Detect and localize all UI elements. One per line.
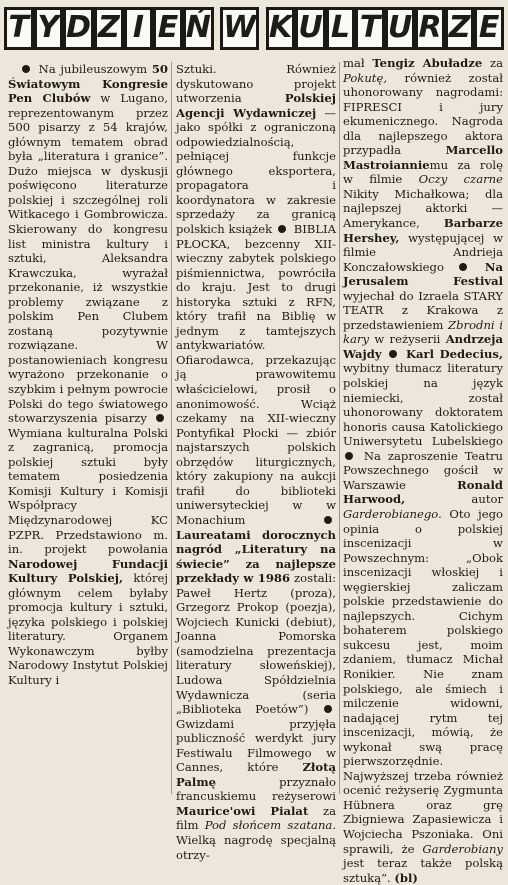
heading-letter-tile: W: [220, 7, 259, 50]
body-text: jest teraz także polską sztuką”.: [343, 856, 503, 885]
heading-letter-tile: T: [4, 7, 34, 50]
italic-text: Zbrodni i kary: [343, 317, 503, 347]
body-text: za film: [176, 803, 336, 833]
bullet-icon: [345, 452, 353, 460]
body-text: Nikity Michałkowa; dla najlepszej aktorki — Amerykance,: [343, 186, 503, 231]
heading-letter-tile: K: [266, 7, 296, 50]
heading-letter-tile: R: [415, 7, 445, 50]
bold-text: Laureatami dorocznych nagród „Literatury na świecie” za najlepsze przekłady w 1986: [176, 527, 336, 586]
heading-letter-tile: I: [124, 7, 154, 50]
article-column-3: [343, 56, 503, 885]
heading-letter-tile: Y: [34, 7, 64, 50]
italic-text: Pod słońcem szatana.: [204, 818, 337, 833]
body-text: autor: [405, 492, 503, 507]
heading-letter-tile: E: [474, 7, 504, 50]
body-text: [471, 260, 484, 274]
italic-text: Oczy czarne: [418, 172, 503, 187]
bold-text: (bl): [394, 870, 418, 885]
body-text: Na zaproszenie Teatru Powszechnego gościł w Warszawie: [343, 448, 503, 492]
body-text: Gwizdami przyjęła publiczność werdykt jury Festiwalu Filmowego w Cannes, które: [176, 716, 336, 775]
bold-text: Złotą Palmę: [176, 760, 336, 789]
body-text: której głównym celem byłaby promocja kultury i sztuki, języka polskiego i polskiej literatury. Organem Wykonawczym byłby Narodowy Instytut Polskiej Kultury i: [8, 571, 168, 687]
heading-letter-tile: Z: [445, 7, 475, 50]
body-text: — jako spółki z ograniczoną odpowiedzialnością, pełniącej funkcje głównego eksportera, propagatora i koordynatora w zakresie sprzedaży za granicą polskich książek: [176, 105, 336, 237]
body-text: Oto jego opinia o polskiej inscenizacji w Powszechnym: „Obok inscenizacji włoskiej i węgierskiej zaliczam polskie przedstawienie do najlepszych. Cichym bohaterem polskiego sukcesu jest, moim zdaniem, tłumacz Michał Ronikier. Nie znam polskiego, ale śmiech i milczenie widowni, nadającej rytm tej inscenizacji, mówią, że wykonał swą pracę pierwszorzędnie. Najwyższej trzeba również ocenić reżyserię Zygmunta Hübnera oraz grę Zbigniewa Zapasiewicza i Wojciecha Pszoniaka. Oni sprawili, że: [343, 506, 503, 856]
heading-letter-tile: L: [326, 7, 356, 50]
body-text: Wielką nagrodę specjalną otrzy-: [176, 832, 336, 862]
body-text: zostali: Paweł Hertz (proza), Grzegorz Prokop (poezja), Wojciech Kunicki (debiut), Joanna Pomorska (samodzielna prezentacja literatury słoweńskiej), Ludowa Spółdzielnia Wydawnicza (seria „Biblioteka Poetów”): [176, 571, 336, 717]
body-text: w reżyserii: [369, 332, 446, 347]
body-text: BIBLIA PŁOCKA, bezcenny XII-wieczny zabytek polskiego piśmiennictwa, powróciła do kraju. Jest to drugi historyka sztuki z RFN, który trafił na Biblię w jednym z tamtejszych antykwariatów. Ofiarodawca, przekazując ją prawowitemu właścicielowi, prosił o anonimowość. Wciąż czekamy na XII-wieczny Pontyfikał Płocki — zbiór najstarszych polskich obrzędów liturgicznych, który zakupiony na aukcji trafił do biblioteki uniwersyteckiej w w Monachium: [176, 222, 336, 527]
italic-text: Garderobiany: [422, 841, 503, 856]
bullet-icon: [459, 263, 467, 271]
body-text: w Lugano, reprezentowanym przez 500 pisarzy z 54 krajów, głównym tematem obrad była „literatura i granice”. Dużo miejsca w dyskusji poświęcono literaturze polskiej i szczególnej roli Witkacego i Gombrowicza. Skierowany do kongresu list ministra kultury i sztuki, Aleksandra Krawczuka, wyrażał przekonanie, iż wszystkie problemy związane z polskim Pen Clubem zostaną pozytywnie rozwiązane. W postanowieniach kongresu wyrażono przekonanie o szybkim i pełnym powrocie Polski do tego światowego stowarzyszenia pisarzy: [8, 91, 168, 426]
section-heading: [4, 4, 504, 52]
heading-letter-tile: D: [63, 7, 94, 50]
heading-letter-tile: Ń: [183, 7, 214, 50]
heading-letter-tile: E: [153, 7, 183, 50]
body-text: Sztuki. Również dyskutowano projekt utworzenia: [176, 62, 336, 106]
body-text: przyznało francuskiemu reżyserowi: [176, 774, 336, 804]
article-column-1: [8, 62, 168, 688]
body-text: mał: [343, 56, 373, 70]
body-text: Wymiana kulturalna Polski z zagranicą, promocja polskiej sztuki były tematem posiedzenia Komisji Kultury i Komisji Współpracy Międzynarodowej KC PZPR. Przedstawiono m. in. projekt powołania: [8, 425, 168, 557]
bold-text: Polskiej Agencji Wydawniczej: [176, 91, 336, 120]
body-text: Na jubileuszowym: [34, 62, 152, 76]
bold-text: 50 Światowym Kongresie Pen Clubów: [8, 62, 168, 106]
bold-text: Barbarze Hershey,: [343, 216, 503, 245]
bullet-icon: [156, 414, 164, 422]
italic-text: Garderobianego.: [343, 506, 442, 521]
column-divider: [171, 62, 172, 794]
body-text: występującej w filmie Andrieja Konczałowskiego: [343, 230, 503, 274]
bold-text: Tengiz Abuładze: [372, 56, 483, 70]
article-column-2: [176, 62, 336, 862]
body-text: wybitny tłumacz literatury polskiej na język niemiecki, został uhonorowany doktoratem honoris causa Katolickiego Uniwersytetu Lubelskiego: [343, 361, 503, 449]
bold-text: Na Jerusalem Festival: [343, 259, 504, 289]
bullet-icon: [324, 705, 332, 713]
body-text: wyjechał do Izraela STARY TEATR z Krakowa z przedstawieniem: [343, 288, 503, 332]
body-text: mu za rolę w filmie: [343, 157, 503, 187]
bullet-icon: [22, 65, 30, 73]
body-text: również został uhonorowany nagrodami: FIPRESCI i jury ekumenicznego. Nagroda dla najlepszego aktora przypadła: [343, 70, 503, 158]
bold-text: Ronald Harwood,: [343, 477, 503, 507]
heading-letter-tile: Z: [94, 7, 124, 50]
bullet-icon: [389, 350, 397, 358]
heading-letter-tile: U: [295, 7, 325, 50]
body-text: za: [482, 56, 503, 70]
bullet-icon: [278, 225, 286, 233]
bold-text: Karl Dedecius,: [405, 346, 503, 361]
bold-text: Andrzeja Wajdy: [343, 332, 503, 361]
column-divider: [339, 62, 340, 794]
bold-text: Narodowej Fundacji Kultury Polskiej,: [8, 556, 168, 586]
bold-text: Maurice'owi Pialat: [176, 803, 309, 818]
bold-text: Marcello Mastroiannie: [343, 143, 503, 172]
italic-text: Pokutę,: [343, 70, 388, 85]
heading-letter-tile: T: [355, 7, 385, 50]
bullet-icon: [324, 516, 332, 524]
heading-letter-tile: U: [385, 7, 415, 50]
body-text: [382, 347, 387, 361]
